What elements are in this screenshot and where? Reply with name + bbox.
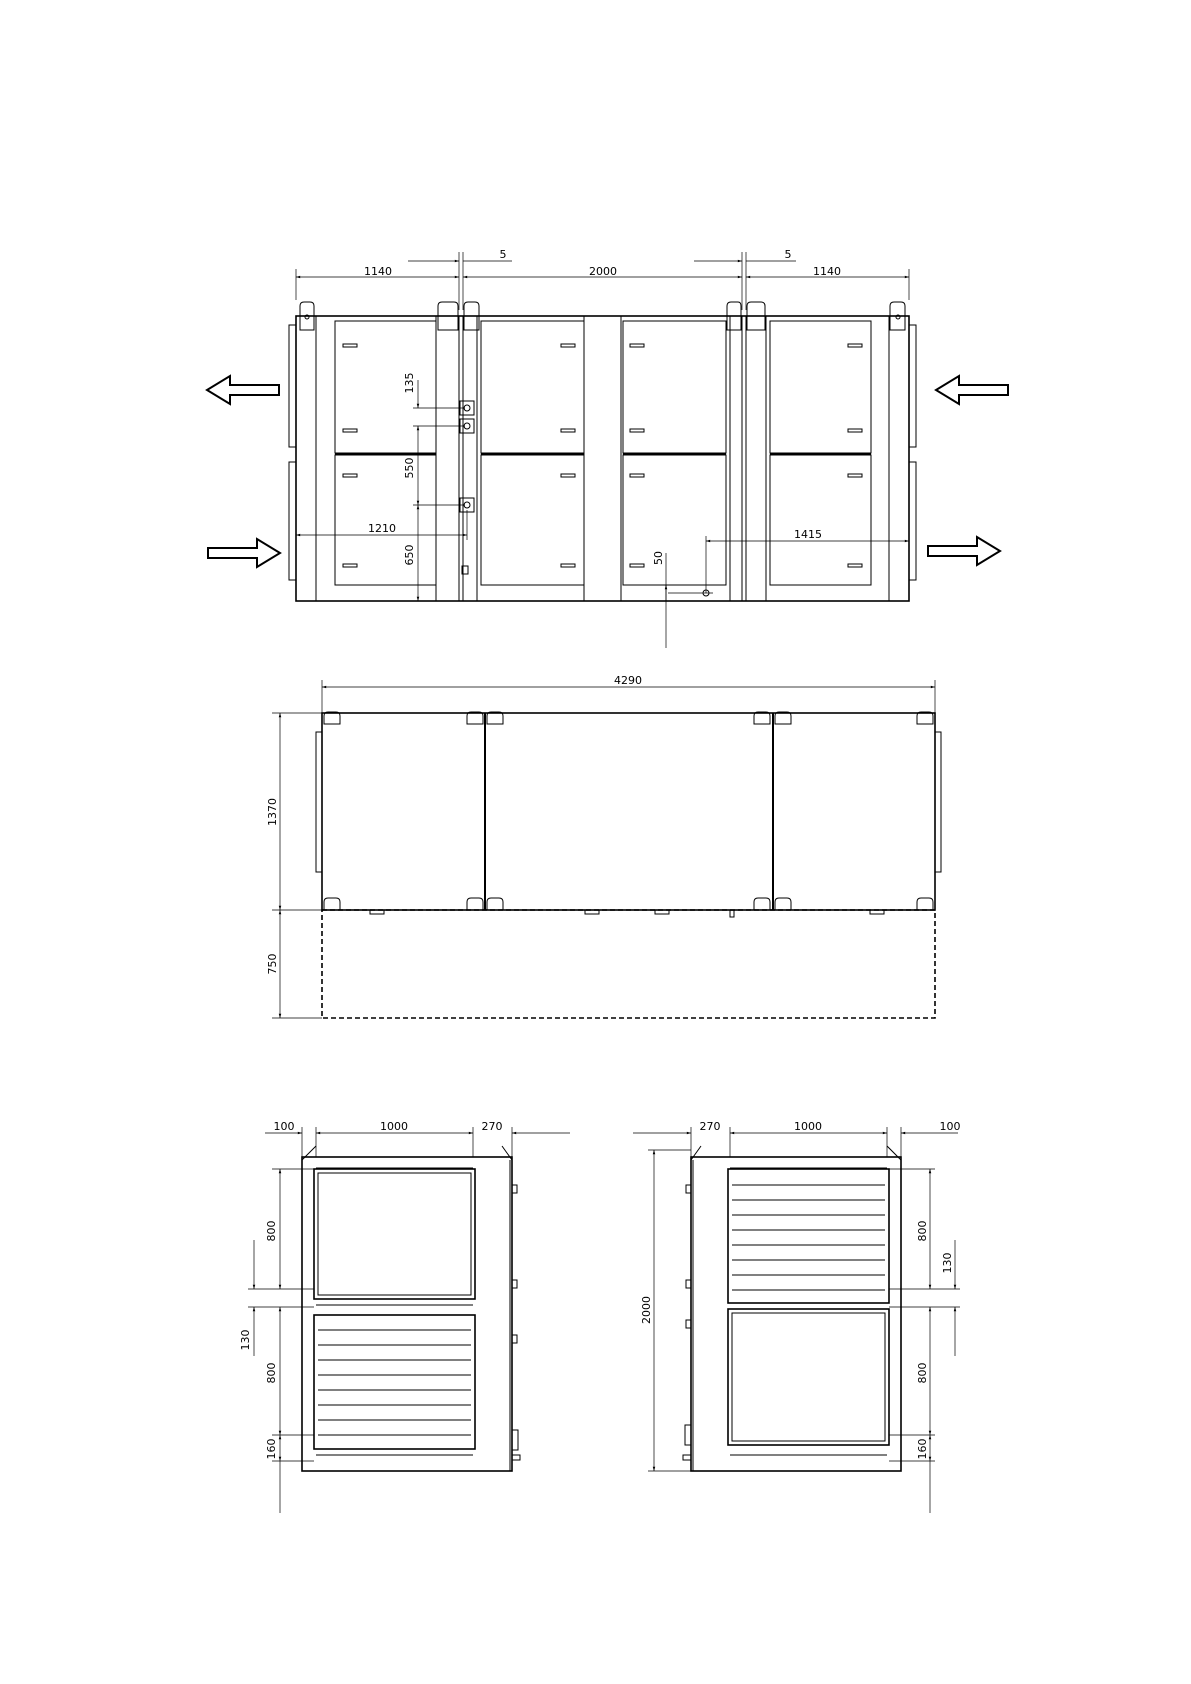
- dim-right-800-lower: 800: [916, 1362, 929, 1384]
- right-duct-flange-bottom: [909, 462, 916, 580]
- end-right-lower-opening: [728, 1309, 889, 1445]
- top-view: [207, 248, 1008, 648]
- end-view-right: [633, 1120, 961, 1513]
- side-view: [266, 674, 941, 1018]
- dim-left-130: 130: [239, 1329, 252, 1351]
- dim-left-270: 270: [481, 1120, 503, 1133]
- dim-550: 550: [403, 457, 416, 479]
- dim-right-800-upper: 800: [916, 1220, 929, 1242]
- unit-outline-top: [296, 316, 909, 601]
- end-view-left: [239, 1120, 570, 1513]
- dim-1415: 1415: [794, 528, 822, 541]
- dim-middle-width: 2000: [589, 265, 617, 278]
- service-clearance-area: [322, 910, 935, 1018]
- side-duct-flange-right: [935, 732, 941, 872]
- side-fitting-icon: [512, 1430, 518, 1450]
- airflow-out-left-arrow-icon: [207, 376, 279, 404]
- airflow-out-right-arrow-icon: [928, 537, 1000, 565]
- dim-left-1000: 1000: [380, 1120, 408, 1133]
- dim-left-width: 1140: [364, 265, 392, 278]
- dim-1210: 1210: [368, 522, 396, 535]
- right-duct-flange-top: [909, 325, 916, 447]
- dim-gap-right: 5: [784, 248, 792, 261]
- left-duct-flange-top: [289, 325, 296, 447]
- dim-left-800-lower: 800: [265, 1362, 278, 1384]
- dim-right-270: 270: [699, 1120, 721, 1133]
- dim-left-800-upper: 800: [265, 1220, 278, 1242]
- airflow-in-right-arrow-icon: [936, 376, 1008, 404]
- dim-right-1000: 1000: [794, 1120, 822, 1133]
- end-left-lower-grille: [314, 1315, 475, 1449]
- dim-left-160: 160: [265, 1438, 278, 1460]
- side-fitting-icon: [685, 1425, 691, 1445]
- drain-icon: [730, 910, 734, 917]
- side-fitting-icon: [512, 1455, 520, 1460]
- top-dimension-chain: [296, 248, 909, 310]
- side-duct-flange-left: [316, 732, 322, 872]
- dim-right-160: 160: [916, 1438, 929, 1460]
- dim-1370: 1370: [266, 798, 279, 826]
- dim-gap-left: 5: [499, 248, 507, 261]
- dim-50: 50: [652, 551, 665, 565]
- dim-4290: 4290: [614, 674, 642, 687]
- left-duct-flange-bottom: [289, 462, 296, 580]
- dim-right-130: 130: [941, 1252, 954, 1274]
- dim-right-width: 1140: [813, 265, 841, 278]
- side-fitting-icon: [683, 1455, 691, 1460]
- unit-outline-side: [322, 713, 935, 910]
- dim-left-100: 100: [273, 1120, 295, 1133]
- dim-650: 650: [403, 544, 416, 566]
- dim-right-100: 100: [939, 1120, 961, 1133]
- dim-750: 750: [266, 953, 279, 975]
- dim-135: 135: [403, 372, 416, 394]
- end-left-upper-opening: [314, 1169, 475, 1299]
- airflow-in-left-arrow-icon: [208, 539, 280, 567]
- dim-right-2000: 2000: [640, 1296, 653, 1324]
- end-right-upper-grille: [728, 1169, 889, 1303]
